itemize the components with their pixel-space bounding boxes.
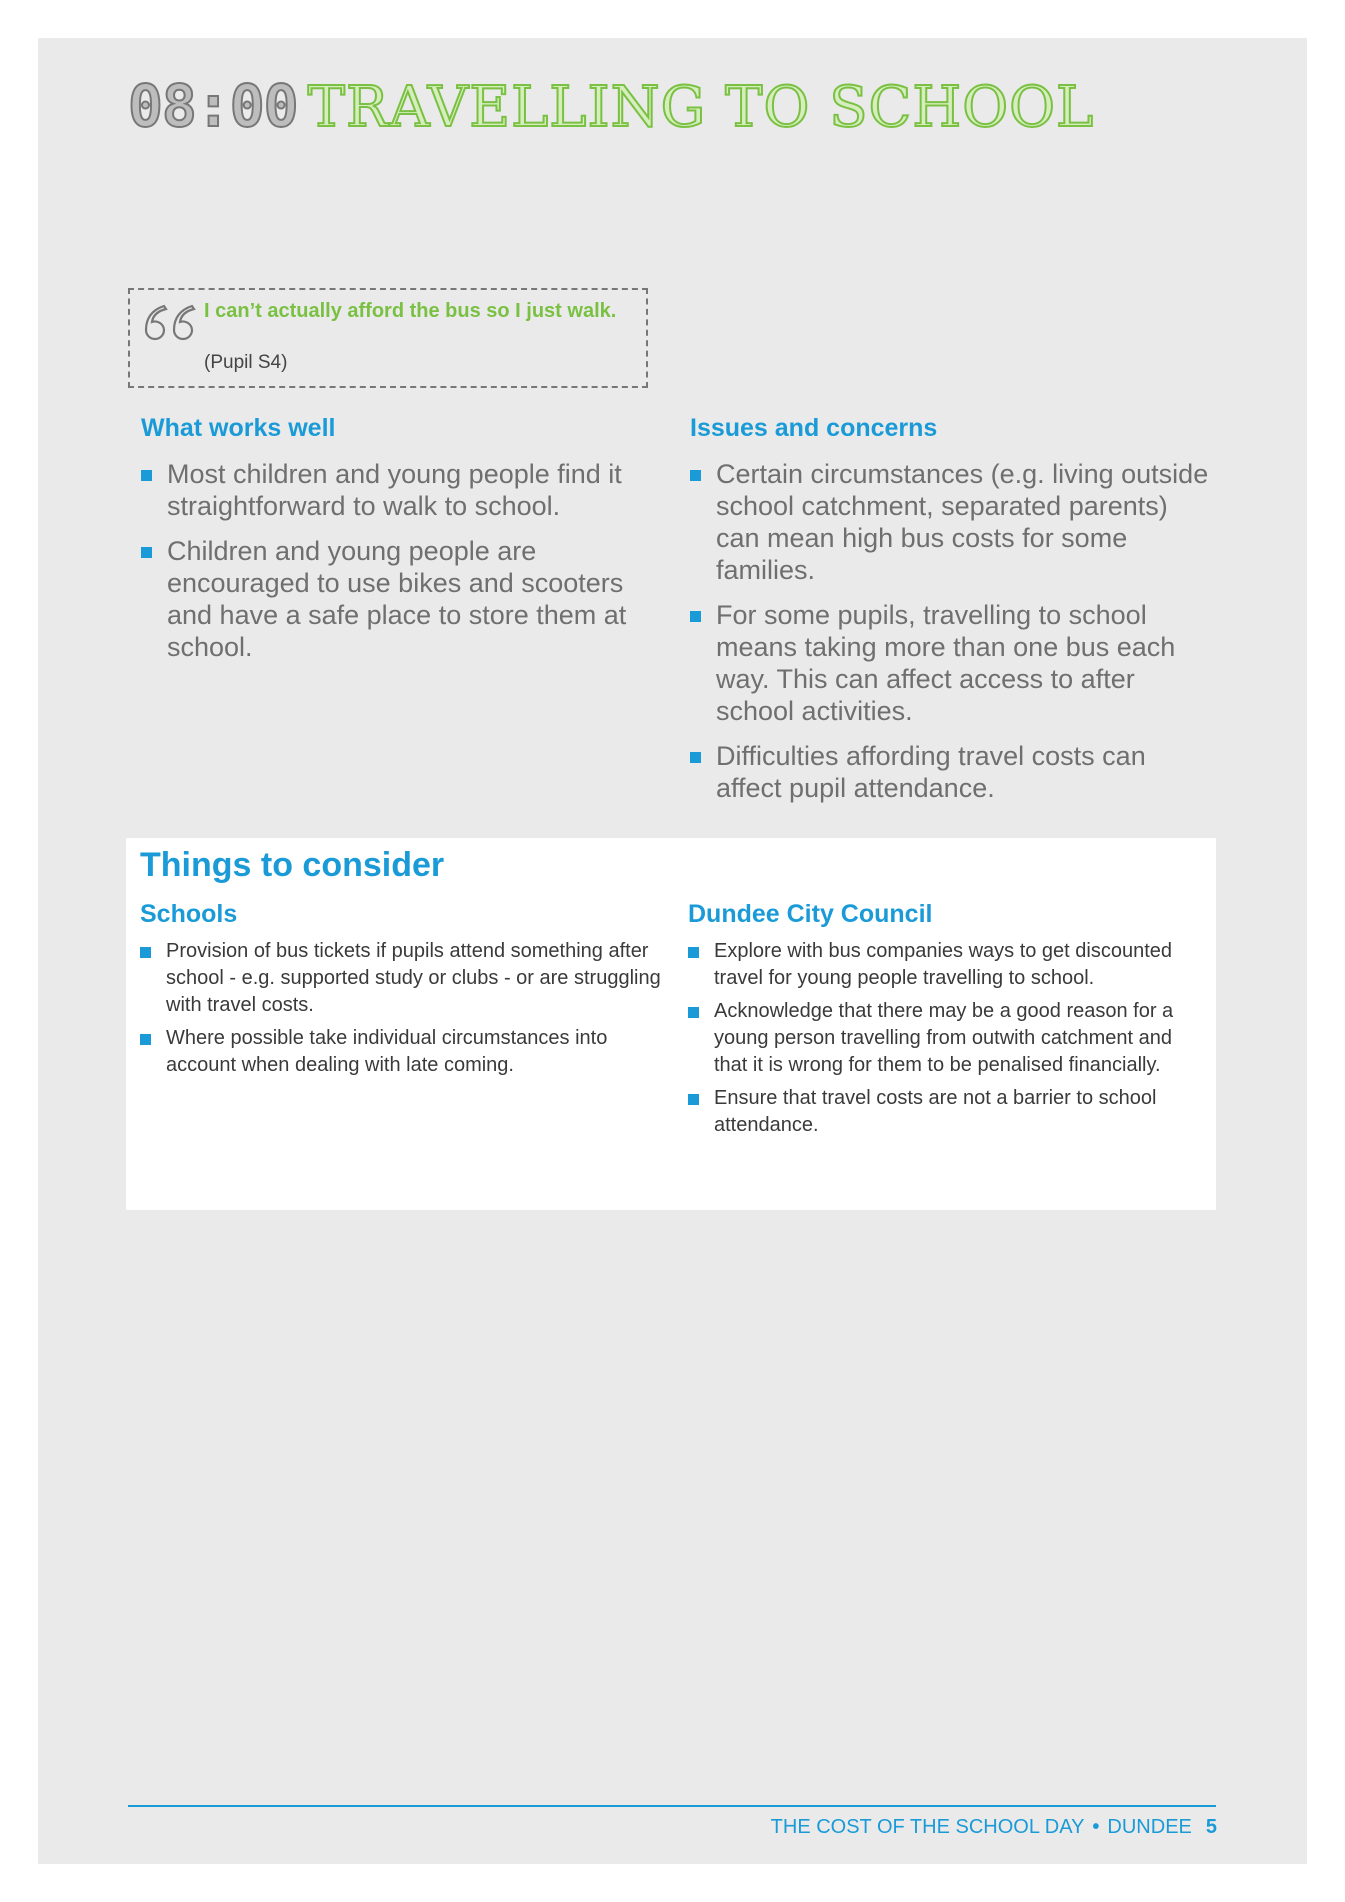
square-bullet-icon [688,1094,699,1105]
footer-publication: THE COST OF THE SCHOOL DAY [770,1816,1085,1838]
title-time-separator: : [195,72,230,140]
quote-source: (Pupil S4) [204,352,288,373]
council-list [688,938,1198,1145]
footer-city: DUNDEE [1107,1816,1192,1838]
page-title [128,72,1094,142]
square-bullet-icon [688,1007,699,1018]
square-bullet-icon [690,752,701,763]
list-item: Certain circumstances (e.g. living outside school catchment, separated parents) can mean high bus costs for some families. [690,458,1210,586]
title-time-hours: 08 [128,72,196,140]
square-bullet-icon [690,611,701,622]
square-bullet-icon [140,1034,151,1045]
schools-heading: Schools [140,900,238,928]
page-number: 5 [1205,1816,1217,1838]
square-bullet-icon [688,947,699,958]
list-item: Most children and young people find it straightforward to walk to school. [141,458,671,522]
square-bullet-icon [141,470,152,481]
list-item: Acknowledge that there may be a good reason for a young person travelling from outwith catchment and that it is wrong for them to be penalised financially. [688,998,1198,1079]
square-bullet-icon [141,547,152,558]
issues-heading: Issues and concerns [690,414,938,442]
works-well-heading: What works well [141,414,336,442]
works-well-list [141,458,671,676]
schools-list [140,938,670,1085]
council-heading: Dundee City Council [688,900,933,928]
list-item: Explore with bus companies ways to get discounted travel for young people travelling to school. [688,938,1198,992]
things-to-consider-title: Things to consider [140,846,445,884]
list-item: Children and young people are encouraged to use bikes and scooters and have a safe place to store them at school. [141,535,671,663]
list-item: Ensure that travel costs are not a barrier to school attendance. [688,1085,1198,1139]
footer [771,1816,1217,1839]
quote-box [128,288,648,388]
title-time-minutes: 00 [229,72,298,140]
quotation-mark-icon [140,300,200,348]
list-item: For some pupils, travelling to school means taking more than one bus each way. This can affect access to after school activities. [690,599,1210,727]
quote-text: I can’t actually afford the bus so I just walk. [204,300,617,322]
list-item: Where possible take individual circumstances into account when dealing with late coming. [140,1025,670,1079]
list-item: Difficulties affording travel costs can affect pupil attendance. [690,740,1210,804]
footer-separator: • [1092,1816,1100,1838]
square-bullet-icon [140,947,151,958]
things-to-consider-box [126,838,1216,1210]
footer-divider [128,1805,1216,1807]
title-heading: TRAVELLING TO SCHOOL [307,75,1095,140]
issues-list [690,458,1210,817]
square-bullet-icon [690,470,701,481]
list-item: Provision of bus tickets if pupils attend something after school - e.g. supported study or clubs - or are struggling with travel costs. [140,938,670,1019]
